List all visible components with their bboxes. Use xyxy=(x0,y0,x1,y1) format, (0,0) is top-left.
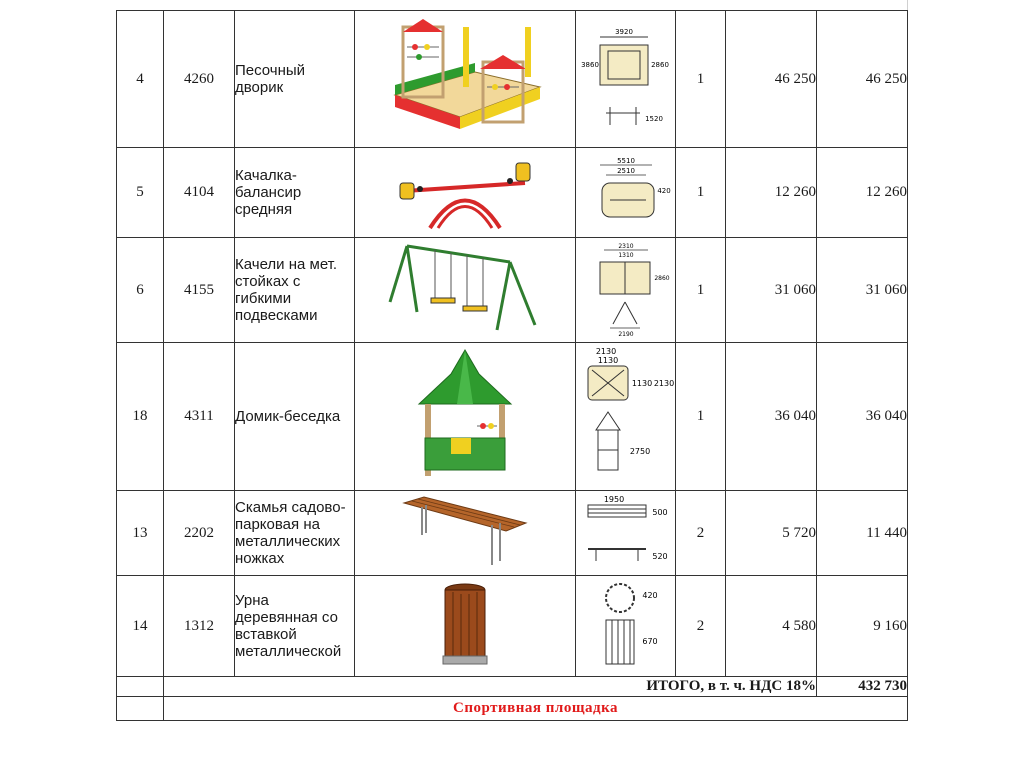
item-name: Песочный дворик xyxy=(235,11,355,148)
trash-bin-drawing xyxy=(580,580,672,672)
gazebo-icon xyxy=(405,346,525,488)
summary-row xyxy=(117,677,908,697)
dim-label: 2130 xyxy=(595,346,616,356)
swing-drawing xyxy=(580,240,672,340)
item-code: 1312 xyxy=(164,576,235,677)
seesaw-drawing xyxy=(580,153,672,233)
dim-label: 3920 xyxy=(614,27,633,36)
item-price: 46 250 xyxy=(726,11,817,148)
dim-label: 520 xyxy=(651,552,668,561)
item-price: 5 720 xyxy=(726,491,817,576)
section-row xyxy=(117,697,908,721)
dim-label: 1520 xyxy=(644,114,663,123)
item-name: Качалка- балансир средняя xyxy=(235,148,355,238)
item-quantity: 1 xyxy=(676,11,726,148)
dim-label: 1130 xyxy=(631,378,652,388)
item-photo-cell xyxy=(355,11,576,148)
item-photo-cell xyxy=(355,491,576,576)
dim-label: 2510 xyxy=(616,166,635,175)
table-row xyxy=(117,238,908,343)
item-name: Урна деревянная со вставкой металлической xyxy=(235,576,355,677)
row-number: 14 xyxy=(117,576,164,677)
table-row xyxy=(117,343,908,491)
item-price: 36 040 xyxy=(726,343,817,491)
summary-total: 432 730 xyxy=(817,677,908,697)
sandbox-drawing xyxy=(580,17,672,142)
item-total: 9 160 xyxy=(817,576,908,677)
item-name: Скамья садово- парковая на металлических ножках xyxy=(235,491,355,576)
item-quantity: 1 xyxy=(676,238,726,343)
item-price: 12 260 xyxy=(726,148,817,238)
item-drawing-cell xyxy=(576,238,676,343)
table-row xyxy=(117,148,908,238)
item-price: 4 580 xyxy=(726,576,817,677)
item-code: 4311 xyxy=(164,343,235,491)
bench-drawing xyxy=(580,493,672,573)
item-photo-cell xyxy=(355,343,576,491)
seesaw-icon xyxy=(390,153,540,233)
table-row xyxy=(117,491,908,576)
item-total: 12 260 xyxy=(817,148,908,238)
item-total: 36 040 xyxy=(817,343,908,491)
item-quantity: 2 xyxy=(676,576,726,677)
summary-label: ИТОГО, в т. ч. НДС 18% xyxy=(164,677,817,697)
item-drawing-cell xyxy=(576,343,676,491)
item-total: 11 440 xyxy=(817,491,908,576)
row-number: 5 xyxy=(117,148,164,238)
item-quantity: 1 xyxy=(676,148,726,238)
item-drawing-cell xyxy=(576,576,676,677)
dim-label: 2130 xyxy=(653,378,674,388)
bench-icon xyxy=(400,493,530,573)
dim-label: 500 xyxy=(651,508,668,517)
equipment-table xyxy=(116,10,908,721)
item-quantity: 2 xyxy=(676,491,726,576)
item-photo-cell xyxy=(355,238,576,343)
row-number: 18 xyxy=(117,343,164,491)
item-photo-cell xyxy=(355,148,576,238)
dim-label: 1950 xyxy=(603,495,624,504)
dim-label: 420 xyxy=(641,591,658,600)
swing-icon xyxy=(385,240,545,340)
row-number: 6 xyxy=(117,238,164,343)
item-drawing-cell xyxy=(576,11,676,148)
item-photo-cell xyxy=(355,576,576,677)
dim-label: 2190 xyxy=(617,331,634,338)
item-total: 46 250 xyxy=(817,11,908,148)
sandbox-icon xyxy=(375,17,555,142)
dim-label: 420 xyxy=(656,186,671,195)
row-number: 13 xyxy=(117,491,164,576)
table-row xyxy=(117,576,908,677)
item-total: 31 060 xyxy=(817,238,908,343)
gazebo-drawing xyxy=(578,346,674,488)
item-code: 2202 xyxy=(164,491,235,576)
dim-label: 1310 xyxy=(617,252,634,259)
dim-label: 2310 xyxy=(617,243,634,250)
dim-label: 1130 xyxy=(597,355,618,365)
item-drawing-cell xyxy=(576,148,676,238)
dim-label: 670 xyxy=(641,637,658,646)
item-price: 31 060 xyxy=(726,238,817,343)
section-title: Спортивная площадка xyxy=(164,697,908,721)
item-quantity: 1 xyxy=(676,343,726,491)
dim-label: 2860 xyxy=(653,275,670,282)
item-code: 4155 xyxy=(164,238,235,343)
item-drawing-cell xyxy=(576,491,676,576)
trash-bin-icon xyxy=(435,580,495,672)
row-number: 4 xyxy=(117,11,164,148)
dim-label: 3860 xyxy=(580,60,599,69)
item-code: 4104 xyxy=(164,148,235,238)
item-code: 4260 xyxy=(164,11,235,148)
dim-label: 5510 xyxy=(616,156,635,165)
dim-label: 2860 xyxy=(650,60,669,69)
table-row xyxy=(117,11,908,148)
item-name: Качели на мет. стойках с гибкими подвесками xyxy=(235,238,355,343)
dim-label: 2750 xyxy=(629,446,650,456)
item-name: Домик-беседка xyxy=(235,343,355,491)
